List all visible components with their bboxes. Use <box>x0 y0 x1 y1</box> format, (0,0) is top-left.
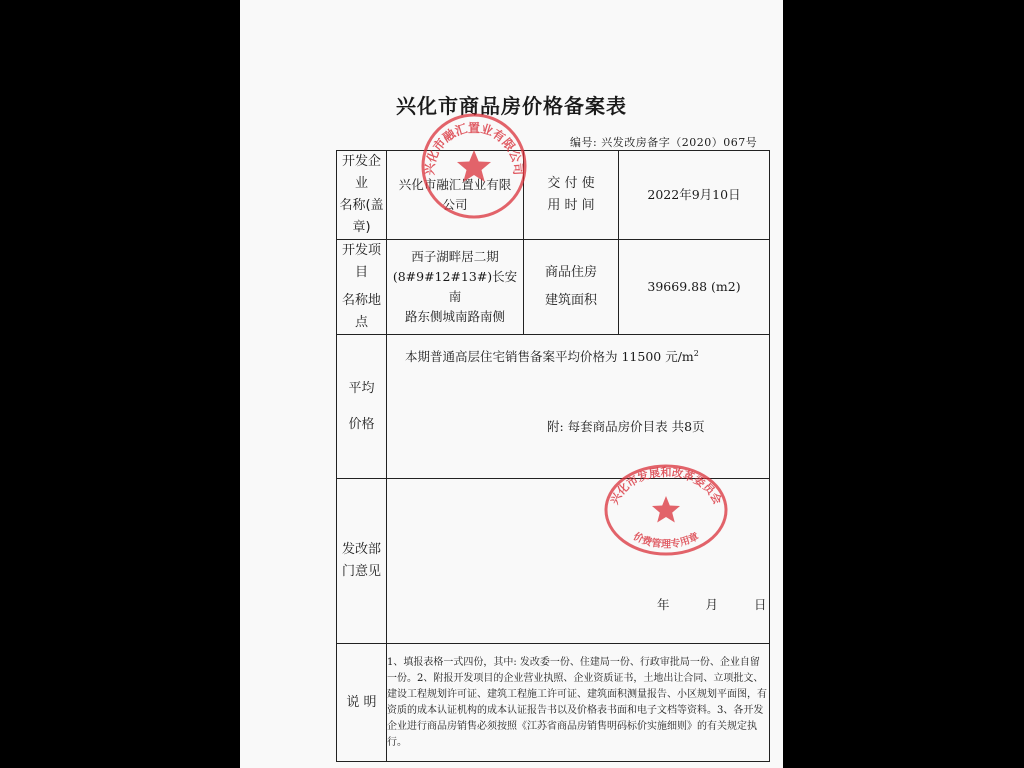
document-page <box>240 0 783 768</box>
developer-name: 兴化市融汇置业有限 公司 <box>387 151 524 240</box>
date-day: 日 <box>753 597 767 612</box>
explain-text: 1、填报表格一式四份，其中: 发改委一份、住建局一份、行政审批局一份、企业自留一份。2、附报开发项目的企业营业执照、企业资质证书，土地出让合同、立项批文、建设工程规划许可证、建筑工程施工许可证、建筑面积测量报告、小区规划平面图，有资质的成本认证机构的成本认证报告书以及价格表书面和电子文档等资料。3、各开发企业进行商品房销售必须按照《江苏省商品房销售明码标价实施细则》的有关规定执行。 <box>387 644 770 762</box>
developer-label: 开发企业 名称(盖章) <box>337 151 387 240</box>
svg-text:兴化市融汇置业有限公司: 兴化市融汇置业有限公司 <box>422 121 526 176</box>
project-label: 开发项目 名称地点 <box>337 240 387 335</box>
developer-seal-stamp <box>418 110 530 222</box>
area-value: 39669.88 (m2) <box>619 240 770 335</box>
date-year: 年 <box>657 597 670 612</box>
document-number: 编号: 兴发改房备字（2020）067号 <box>570 136 758 149</box>
filing-form-table <box>336 150 770 762</box>
right-black-bar <box>783 0 1024 768</box>
average-price-text: 本期普通高层住宅销售备案平均价格为 11500 元$/m^2$ <box>405 348 699 364</box>
delivery-label: 交 付 使 用 时 间 <box>524 151 619 240</box>
document-title: 兴化市商品房价格备案表 <box>396 94 627 118</box>
date-month: 月 <box>705 597 718 612</box>
left-black-bar <box>0 0 240 768</box>
attachment-note: 附: 每套商品房价目表 共8页 <box>547 419 705 434</box>
bureau-seal-stamp <box>602 462 730 558</box>
area-label: 商品住房 建筑面积 <box>524 240 619 335</box>
project-row <box>337 240 770 335</box>
svg-text:兴化市发展和改革委员会: 兴化市发展和改革委员会 <box>608 466 724 507</box>
price-content <box>387 335 770 479</box>
project-name: 西子湖畔居二期 (8#9#12#13#)长安南 路东侧城南路南侧 <box>387 240 524 335</box>
price-label: 平均 价格 <box>337 335 387 479</box>
opinion-label: 发改部 门意见 <box>337 479 387 644</box>
price-row <box>337 335 770 479</box>
approval-date <box>657 595 766 613</box>
svg-text:价费管理专用章: 价费管理专用章 <box>631 531 701 551</box>
developer-row <box>337 151 770 240</box>
explain-row <box>337 644 770 762</box>
delivery-date: 2022年9月10日 <box>619 151 770 240</box>
explain-label: 说 明 <box>337 644 387 762</box>
